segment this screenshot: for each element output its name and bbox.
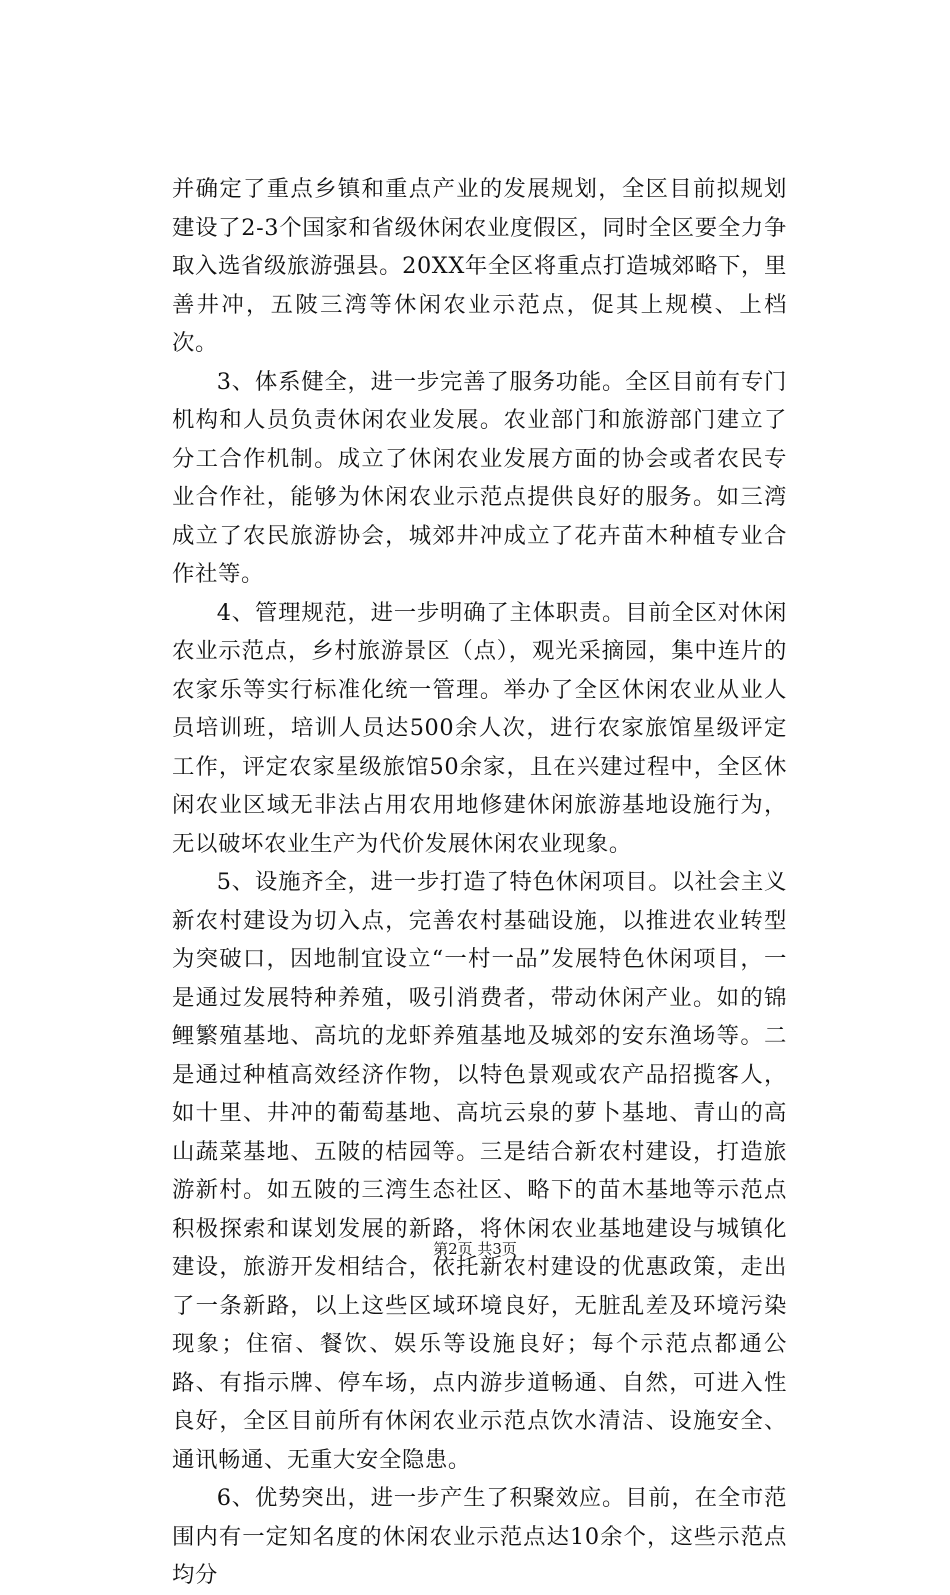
paragraph-item-3: 3、体系健全，进一步完善了服务功能。全区目前有专门机构和人员负责休闲农业发展。农业部门和旅游部门建立了分工合作机制。成立了休闲农业发展方面的协会或者农民专业合作社，能够为休闲农业示范点提供良好的服务。如三湾成立了农民旅游协会，城郊井冲成立了花卉苗木种植专业合作社等。: [172, 368, 787, 587]
paragraph-item-6: 6、优势突出，进一步产生了积聚效应。目前，在全市范围内有一定知名度的休闲农业示范点达10余个，这些示范点均分: [172, 1485, 787, 1588]
paragraph-continuation: 并确定了重点乡镇和重点产业的发展规划，全区目前拟规划建设了2-3个国家和省级休闲农业度假区，同时全区要全力争取入选省级旅游强县。20XX年全区将重点打造城郊略下，里善井冲，五陂三湾等休闲农业示范点，促其上规模、上档次。: [172, 176, 787, 356]
paragraph-item-4: 4、管理规范，进一步明确了主体职责。目前全区对休闲农业示范点，乡村旅游景区（点），观光采摘园，集中连片的农家乐等实行标准化统一管理。举办了全区休闲农业从业人员培训班，培训人员达500余人次，进行农家旅馆星级评定工作，评定农家星级旅馆50余家，且在兴建过程中，全区休闲农业区域无非法占用农用地修建休闲旅游基地设施行为，无以破坏农业生产为代价发展休闲农业现象。: [172, 599, 787, 857]
page-number-footer: 第2页 共3页: [433, 1240, 517, 1258]
document-body: [172, 170, 787, 1595]
paragraph-item-5: 5、设施齐全，进一步打造了特色休闲项目。以社会主义新农村建设为切入点，完善农村基础设施，以推进农业转型为突破口，因地制宜设立“一村一品”发展特色休闲项目，一是通过发展特种养殖，吸引消费者，带动休闲产业。如的锦鲤繁殖基地、高坑的龙虾养殖基地及城郊的安东渔场等。二是通过种植高效经济作物，以特色景观或农产品招揽客人，如十里、井冲的葡萄基地、高坑云泉的萝卜基地、青山的高山蔬菜基地、五陂的桔园等。三是结合新农村建设，打造旅游新村。如五陂的三湾生态社区、略下的苗木基地等示范点积极探索和谋划发展的新路，将休闲农业基地建设与城镇化建设，旅游开发相结合，依托新农村建设的优惠政策，走出了一条新路，以上这些区域环境良好，无脏乱差及环境污染现象；住宿、餐饮、娱乐等设施良好；每个示范点都通公路、有指示牌、停车场，点内游步道畅通、自然，可进入性良好，全区目前所有休闲农业示范点饮水清洁、设施安全、通讯畅通、无重大安全隐患。: [172, 869, 787, 1473]
